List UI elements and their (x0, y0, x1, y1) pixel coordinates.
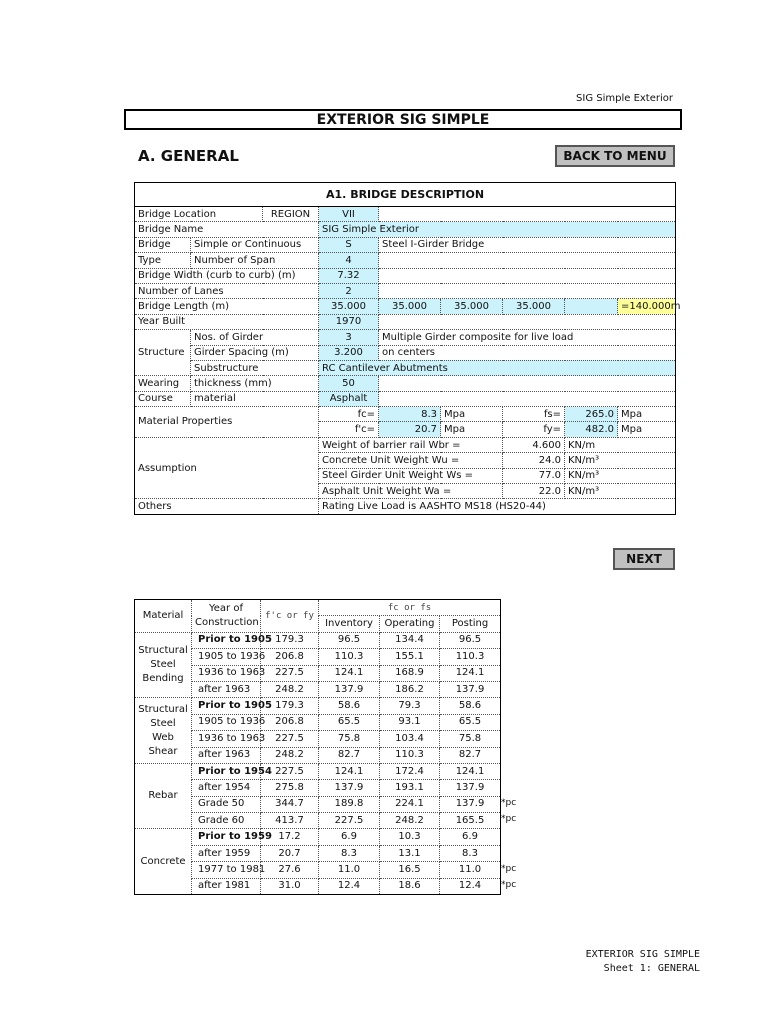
posting-value: 124.1 (440, 763, 501, 779)
year-cell: 1905 to 1936 (192, 714, 261, 730)
label-nos-of-girder: Nos. of Girder (191, 330, 319, 345)
operating-value: 18.6 (380, 878, 440, 894)
bridge-name-value[interactable]: SIG Simple Exterior (319, 222, 676, 237)
inventory-value: 82.7 (319, 747, 380, 763)
inventory-value: 11.0 (319, 862, 380, 878)
f-value: 344.7 (261, 796, 319, 812)
span-length-1[interactable]: 35.000 (319, 299, 379, 314)
f-value: 27.6 (261, 862, 319, 878)
label-course: Course (135, 391, 191, 406)
f-value: 275.8 (261, 780, 319, 796)
label-ws: Steel Girder Unit Weight Ws = (319, 468, 503, 483)
footer-title: EXTERIOR SIG SIMPLE (585, 949, 700, 960)
table-row (135, 632, 501, 648)
inventory-value: 227.5 (319, 813, 380, 829)
span-length-5[interactable] (565, 299, 618, 314)
label-bridge-location: Bridge Location (135, 207, 263, 222)
thickness-value[interactable]: 50 (319, 376, 379, 391)
others-value: Rating Live Load is AASHTO MS18 (HS20-44) (319, 499, 676, 514)
bridge-type-desc: Steel I-Girder Bridge (379, 237, 676, 252)
inventory-value: 137.9 (319, 780, 380, 796)
year-cell: 1936 to 1963 (192, 731, 261, 747)
label-bridge-width: Bridge Width (curb to curb) (m) (135, 268, 319, 283)
inventory-value: 110.3 (319, 649, 380, 665)
material-group-label: Concrete (135, 829, 192, 895)
f-c-value[interactable]: 20.7 (379, 422, 441, 437)
posting-value: 137.9 (440, 681, 501, 697)
posting-value: 58.6 (440, 698, 501, 714)
fc-value[interactable]: 8.3 (379, 407, 441, 422)
unit-mpa: Mpa (441, 422, 503, 437)
operating-value: 224.1 (380, 796, 440, 812)
year-cell: Prior to 1905 (192, 632, 261, 648)
fy-value[interactable]: 482.0 (565, 422, 618, 437)
back-to-menu-button[interactable]: BACK TO MENU (555, 145, 675, 167)
operating-value: 93.1 (380, 714, 440, 730)
inventory-value: 8.3 (319, 845, 380, 861)
unit-mpa: Mpa (618, 422, 676, 437)
wu-value[interactable]: 24.0 (503, 453, 565, 468)
fs-value[interactable]: 265.0 (565, 407, 618, 422)
f-value: 227.5 (261, 731, 319, 747)
table-row (135, 763, 501, 779)
ws-value[interactable]: 77.0 (503, 468, 565, 483)
label-wbr: Weight of barrier rail Wbr = (319, 437, 503, 452)
pc-note: *pc (501, 880, 517, 890)
wa-value[interactable]: 22.0 (503, 484, 565, 499)
label-material-properties: Material Properties (135, 407, 319, 438)
year-cell: after 1963 (192, 681, 261, 697)
operating-value: 110.3 (380, 747, 440, 763)
label-bridge-length: Bridge Length (m) (135, 299, 319, 314)
unit-wa: KN/m³ (565, 484, 676, 499)
number-of-span-value[interactable]: 4 (319, 253, 379, 268)
inventory-value: 65.5 (319, 714, 380, 730)
label-wa: Asphalt Unit Weight Wa = (319, 484, 503, 499)
footer (586, 948, 700, 976)
label-f-c: f'c= (319, 422, 379, 437)
label-year-built: Year Built (135, 314, 319, 329)
year-cell: Prior to 1954 (192, 763, 261, 779)
label-number-of-lanes: Number of Lanes (135, 283, 319, 298)
table-caption: A1. BRIDGE DESCRIPTION (135, 183, 676, 207)
bridge-description-table (134, 182, 681, 515)
label-type: Type (135, 253, 191, 268)
label-region: REGION (263, 207, 319, 222)
f-value: 179.3 (261, 632, 319, 648)
wbr-value[interactable]: 4.600 (503, 437, 565, 452)
posting-value: 137.9 (440, 780, 501, 796)
inventory-value: 124.1 (319, 665, 380, 681)
operating-value: 13.1 (380, 845, 440, 861)
f-value: 413.7 (261, 813, 319, 829)
label-substructure: Substructure (191, 360, 319, 375)
f-value: 227.5 (261, 665, 319, 681)
operating-value: 172.4 (380, 763, 440, 779)
unit-wbr: KN/m (565, 437, 676, 452)
unit-mpa: Mpa (618, 407, 676, 422)
material-group-label: Rebar (135, 763, 192, 829)
year-cell: 1977 to 1981 (192, 862, 261, 878)
total-length: =140.000m (618, 299, 676, 314)
label-thickness: thickness (mm) (191, 376, 319, 391)
posting-value: 6.9 (440, 829, 501, 845)
label-number-of-span: Number of Span (191, 253, 319, 268)
label-others: Others (135, 499, 319, 514)
posting-value: 165.5 (440, 813, 501, 829)
pc-note: *pc (501, 798, 517, 808)
region-value[interactable]: VII (319, 207, 379, 222)
year-cell: Grade 50 (192, 796, 261, 812)
operating-value: 155.1 (380, 649, 440, 665)
label-wearing: Wearing (135, 376, 191, 391)
year-cell: 1905 to 1936 (192, 649, 261, 665)
next-button[interactable]: NEXT (613, 548, 675, 570)
number-of-lanes-value[interactable]: 2 (319, 283, 379, 298)
label-bridge-name: Bridge Name (135, 222, 319, 237)
f-value: 206.8 (261, 649, 319, 665)
year-cell: after 1963 (192, 747, 261, 763)
f-value: 179.3 (261, 698, 319, 714)
label-wu: Concrete Unit Weight Wu = (319, 453, 503, 468)
year-built-value[interactable]: 1970 (319, 314, 379, 329)
year-cell: Prior to 1905 (192, 698, 261, 714)
label-bridge: Bridge (135, 237, 191, 252)
sheet-header: SIG Simple Exterior (576, 93, 673, 104)
section-title: A. GENERAL (138, 147, 239, 165)
header-year: Year of Construction (192, 600, 261, 633)
f-value: 248.2 (261, 681, 319, 697)
posting-value: 12.4 (440, 878, 501, 894)
label-fs: fs= (503, 407, 565, 422)
material-group-label: Structural Steel Bending (135, 632, 192, 698)
inventory-value: 137.9 (319, 681, 380, 697)
posting-value: 137.9 (440, 796, 501, 812)
operating-value: 248.2 (380, 813, 440, 829)
year-cell: Grade 60 (192, 813, 261, 829)
label-fy: fy= (503, 422, 565, 437)
year-cell: after 1954 (192, 780, 261, 796)
spacing-desc: on centers (379, 345, 676, 360)
operating-value: 168.9 (380, 665, 440, 681)
posting-value: 65.5 (440, 714, 501, 730)
header-fc-or-fy: f'c or fy (261, 600, 319, 633)
girder-desc: Multiple Girder composite for live load (379, 330, 676, 345)
f-value: 20.7 (261, 845, 319, 861)
pc-note: *pc (501, 863, 517, 874)
nos-of-girder-value[interactable]: 3 (319, 330, 379, 345)
header-material: Material (135, 600, 192, 633)
posting-value: 75.8 (440, 731, 501, 747)
material-stress-table (134, 599, 501, 895)
operating-value: 10.3 (380, 829, 440, 845)
pc-note: *pc (501, 814, 517, 825)
year-cell: after 1959 (192, 845, 261, 861)
inventory-value: 124.1 (319, 763, 380, 779)
f-value: 206.8 (261, 714, 319, 730)
inventory-value: 189.8 (319, 796, 380, 812)
label-structure: Structure (135, 330, 191, 376)
unit-mpa: Mpa (441, 407, 503, 422)
f-value: 227.5 (261, 763, 319, 779)
inventory-value: 75.8 (319, 731, 380, 747)
span-length-2[interactable]: 35.000 (379, 299, 441, 314)
unit-ws: KN/m³ (565, 468, 676, 483)
label-girder-spacing: Girder Spacing (m) (191, 345, 319, 360)
inventory-value: 96.5 (319, 632, 380, 648)
operating-value: 79.3 (380, 698, 440, 714)
operating-value: 186.2 (380, 681, 440, 697)
girder-spacing-value[interactable]: 3.200 (319, 345, 379, 360)
label-fc: fc= (319, 407, 379, 422)
table-row (135, 698, 501, 714)
material-value[interactable]: Asphalt (319, 391, 379, 406)
year-cell: 1936 to 1963 (192, 665, 261, 681)
operating-value: 193.1 (380, 780, 440, 796)
year-cell: after 1981 (192, 878, 261, 894)
posting-value: 11.0 (440, 862, 501, 878)
material-group-label: Structural Steel Web Shear (135, 698, 192, 764)
inventory-value: 58.6 (319, 698, 380, 714)
header-operating: Operating (380, 616, 440, 632)
label-material: material (191, 391, 319, 406)
header-posting: Posting (440, 616, 501, 632)
posting-value: 96.5 (440, 632, 501, 648)
unit-wu: KN/m³ (565, 453, 676, 468)
header-fc-or-fs: fc or fs (319, 600, 501, 616)
posting-value: 8.3 (440, 845, 501, 861)
f-value: 248.2 (261, 747, 319, 763)
f-value: 17.2 (261, 829, 319, 845)
substructure-value[interactable]: RC Cantilever Abutments (319, 360, 676, 375)
year-cell: Prior to 1959 (192, 829, 261, 845)
operating-value: 103.4 (380, 731, 440, 747)
operating-value: 16.5 (380, 862, 440, 878)
header-inventory: Inventory (319, 616, 380, 632)
label-simple-or-continuous: Simple or Continuous (191, 237, 319, 252)
table-row (135, 829, 501, 845)
label-assumption: Assumption (135, 437, 319, 499)
posting-value: 82.7 (440, 747, 501, 763)
footer-sheet: Sheet 1: GENERAL (603, 963, 700, 974)
span-length-3[interactable]: 35.000 (441, 299, 503, 314)
inventory-value: 12.4 (319, 878, 380, 894)
posting-value: 110.3 (440, 649, 501, 665)
simple-continuous-value[interactable]: S (319, 237, 379, 252)
bridge-width-value[interactable]: 7.32 (319, 268, 379, 283)
span-length-4[interactable]: 35.000 (503, 299, 565, 314)
page-title: EXTERIOR SIG SIMPLE (124, 109, 682, 130)
posting-value: 124.1 (440, 665, 501, 681)
operating-value: 134.4 (380, 632, 440, 648)
inventory-value: 6.9 (319, 829, 380, 845)
f-value: 31.0 (261, 878, 319, 894)
